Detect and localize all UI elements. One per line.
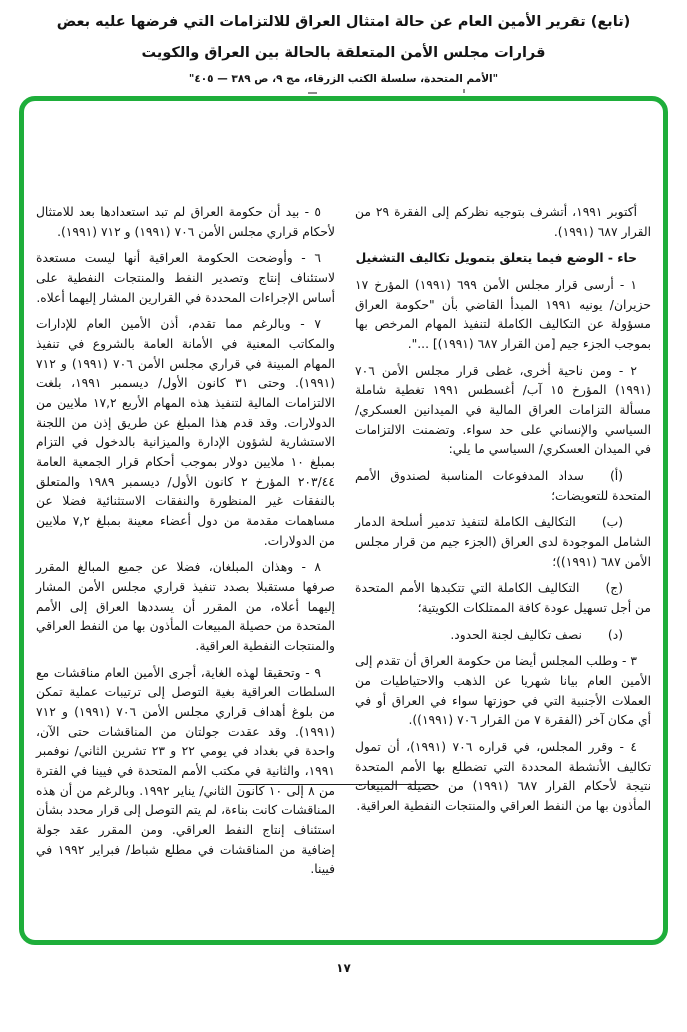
continuation-paragraph: أكتوبر ١٩٩١، أتشرف بتوجيه نظركم إلى الفقرة ٢٩ من القرار ٦٨٧ (١٩٩١). [355,204,651,239]
paragraph-4: ٤ - وقرر المجلس، في قراره ٧٠٦ (١٩٩١)، أن تمول تكاليف الأنشطة المحددة التي تضطلع بها الأمم المتحدة نتيجة لأحكام القرار ٦٨٧ (١٩٩١) من حصيلة المبيعات المأذون بها من النفط العراقي والمنتجات النفطية العراقية. [355,739,651,813]
paragraph-9: ٩ - وتحقيقا لهذه الغاية، أجرى الأمين العام مناقشات مع السلطات العراقية بغية التوصل إلى ترتيبات عملية تمكن من بلوغ أهداف قراري مجلس الأمن ٧٠٦ (١٩٩١) و ٧١٢ (١٩٩١). وقد عقدت جولتان من المناقشات حتى الآن، واحدة في بغداد في يومي ٢٢ و ٢٣ تشرين الثاني/ نوفمبر ١٩٩١، والثانية في مكتب الأمم المتحدة في فيينا في الفترة من ٨ إلى ١٠ كانون الثاني/ يناير ١٩٩٢. وبالرغم من أن هذه المناقشات كانت بناءة، لم يتم التوصل إلى قرار محدد بشأن استئناف إنتاج النفط العراقي. ومن المقرر عقد جولة إضافية من المناقشات في مطلع شباط/ فبراير ١٩٩٢ في فيينا. [36,665,335,877]
source-citation: "الأمم المتحدة، سلسلة الكتب الزرقاء، مج ٩، ص ٣٨٩ — ٤٠٥" [188,73,499,86]
scan-artifact [463,89,465,93]
list-item-b [355,513,651,572]
page-number: ١٧ [336,960,351,975]
scan-artifact [308,92,317,94]
list-item-text: التكاليف الكاملة التي تتكبدها الأمم المتحدة من أجل تسهيل عودة كافة الممتلكات الكويتية؛ [355,581,651,615]
report-title-line2: قرارات مجلس الأمن المتعلقة بالحالة بين العراق والكويت [141,45,546,62]
paragraph-3: ٣ - وطلب المجلس أيضا من حكومة العراق أن تقدم إلى الأمين العام بيانا شهريا عن الذهب والاحتياطيات من العملات الأجنبية التي في حوزتها سواء في العراق أو في أي مكان آخر (الفقرة ٧ من القرار ٧٠٦ (١٩٩١)). [355,654,651,728]
list-item-text: نصف تكاليف لجنة الحدود. [450,627,582,642]
document-frame [19,96,668,945]
list-item-c [355,579,651,618]
page-header [0,0,687,86]
paragraph-8: ٨ - وهذان المبلغان، فضلا عن جميع المبالغ المقرر صرفها مستقبلا بصدد تنفيذ قراري مجلس الأمن المشار إليهما أعلاه، من المقرر أن يسددها العراق إلى الأمم المتحدة من حصيلة المبيعات المأذون بها من النفط العراقي والمنتجات النفطية العراقية. [36,560,335,653]
list-item-d [355,626,651,646]
paragraph-5: ٥ - بيد أن حكومة العراق لم تبد استعدادها بعد للامتثال لأحكام قراري مجلس الأمن ٧٠٦ (١٩٩١) و ٧١٢ (١٩٩١). [36,204,335,239]
section-heading: حاء - الوضع فيما يتعلق بتمويل تكاليف التشغيل [355,251,637,266]
list-item-label: (ج) [605,581,623,596]
report-title-line1: (تابع) تقرير الأمين العام عن حالة امتثال العراق للالتزامات التي فرضها عليه بعض [56,14,631,30]
paragraph-7: ٧ - وبالرغم مما تقدم، أذن الأمين العام للإدارات والمكاتب المعنية في الأمانة العامة بالشروع في تنفيذ المهام المبينة في قراري مجلس الأمن ٧٠٦ (١٩٩١) و ٧١٢ (١٩٩١). وحتى ٣١ كانون الأول/ ديسمبر ١٩٩١، بلغت الالتزامات المالية لتنفيذ هذه المهام الأربع ١٧,٢ ملايين من الدولارات. وقد قدم هذا المبلغ عن طريق إذن من اللجنة الاستشارية لشؤون الإدارة والميزانية بالدخول في التزام بمبلغ ١٠ ملايين دولار بموجب أحكام قرار الجمعية العامة ٢٠٣/٤٤ المؤرخ ٢ كانون الأول/ ديسمبر ١٩٨٩ والمتعلق بالنفقات غير المنظورة والنفقات الاستثنائية فضلا عن مساهمات مقدمة من دول أعضاء معينة بمبلغ ٧,٢ ملايين من الدولارات. [36,317,336,548]
paragraph-1: ١ - أرسى قرار مجلس الأمن ٦٩٩ (١٩٩١) المؤرخ ١٧ حزيران/ يونيه ١٩٩١ المبدأ القاضي بأن "حكومة العراق مسؤولة عن التكاليف الكاملة لتنفيذ المهام المرخص بها بموجب الجزء جيم [من القرار ٦٨٧ (١٩٩١)] ...". [355,277,651,351]
paragraph-2: ٢ - ومن ناحية أخرى، غطى قرار مجلس الأمن ٧٠٦ (١٩٩١) المؤرخ ١٥ آب/ أغسطس ١٩٩١ تغطية شاملة مسألة التزامات العراق المالية في الميدانين العسكري/ السياسي والإنساني على حد سواء. وتضمنت الالتزامات في الميدان العسكري/ السياسي ما يلي: [355,363,651,457]
list-item-text: التكاليف الكاملة لتنفيذ تدمير أسلحة الدمار الشامل الموجودة لدى العراق (الجزء جيم من قرار مجلس الأمن ٦٨٧ (١٩٩١))؛ [355,515,651,569]
list-item-label: (أ) [609,468,623,483]
footnote-separator-rule [238,784,435,785]
paragraph-6: ٦ - وأوضحت الحكومة العراقية أنها ليست مستعدة لاستئناف إنتاج وتصدير النفط والمنتجات النفطية على أساس الإجراءات المحددة في القرارين المشار إليهما أعلاه. [36,251,335,305]
list-item-text: سداد المدفوعات المناسبة لصندوق الأمم المتحدة للتعويضات؛ [355,468,651,503]
list-item-a [355,467,651,506]
list-item-label: (ب) [601,515,623,530]
list-item-label: (د) [607,627,623,642]
